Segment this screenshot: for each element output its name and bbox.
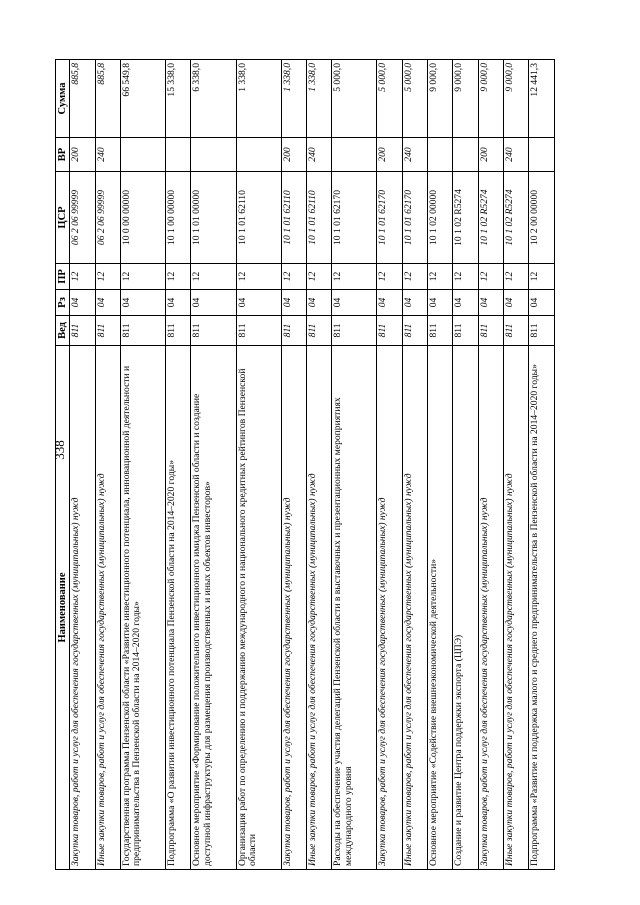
table-row — [428, 60, 453, 870]
cell-pr: 12 — [306, 264, 331, 290]
cell-name: Закупка товаров, работ и услуг для обеспечения государственных (муниципальных) нужд — [281, 346, 306, 870]
cell-csr: 10 1 01 62170 — [332, 172, 377, 264]
cell-pr: 12 — [166, 264, 191, 290]
cell-ved: 811 — [306, 316, 331, 346]
cell-name: Государственная программа Пензенской области «Развитие инвестиционного потенциала, инновационной деятельности и предпринимательства в Пензенской области на 2014–2020 годы» — [121, 346, 166, 870]
cell-pr: 12 — [478, 264, 503, 290]
cell-sum: 1 338,0 — [236, 60, 281, 138]
cell-name: Основное мероприятие «Формирование положительного инвестиционного имиджа Пензенской области и создание доступной инфраструктуры для размещения производственных и иных объектов инвесторов» — [191, 346, 236, 870]
table-header-row — [56, 60, 70, 870]
table-row — [236, 60, 281, 870]
cell-ved: 811 — [281, 316, 306, 346]
rotated-page-content — [55, 60, 555, 870]
cell-pr: 12 — [504, 264, 529, 290]
cell-ved: 811 — [478, 316, 503, 346]
cell-csr: 10 1 02 R5274 — [504, 172, 529, 264]
cell-name: Закупка товаров, работ и услуг для обеспечения государственных (муниципальных) нужд — [377, 346, 402, 870]
cell-name: Создание и развитие Центра поддержки экспорта (ЦПЭ) — [453, 346, 478, 870]
table-row — [281, 60, 306, 870]
table-row — [504, 60, 529, 870]
cell-pr: 12 — [70, 264, 95, 290]
cell-rz: 04 — [121, 290, 166, 316]
cell-rz: 04 — [428, 290, 453, 316]
cell-rz: 04 — [191, 290, 236, 316]
cell-rz: 04 — [236, 290, 281, 316]
table-row — [332, 60, 377, 870]
cell-ved: 811 — [95, 316, 120, 346]
cell-vr: 240 — [95, 138, 120, 172]
cell-sum: 66 549,8 — [121, 60, 166, 138]
cell-csr: 06 2 06 99999 — [70, 172, 95, 264]
cell-vr — [453, 138, 478, 172]
cell-csr: 10 1 01 62110 — [236, 172, 281, 264]
cell-csr: 10 1 00 00000 — [166, 172, 191, 264]
cell-csr: 10 1 01 62110 — [306, 172, 331, 264]
cell-rz: 04 — [95, 290, 120, 316]
cell-sum: 9 000,0 — [428, 60, 453, 138]
header-sum: Сумма — [56, 60, 70, 138]
cell-vr — [332, 138, 377, 172]
budget-table — [55, 59, 555, 870]
cell-ved: 811 — [529, 316, 555, 346]
cell-pr: 12 — [95, 264, 120, 290]
cell-rz: 04 — [70, 290, 95, 316]
cell-sum: 9 000,0 — [453, 60, 478, 138]
table-row — [191, 60, 236, 870]
cell-pr: 12 — [121, 264, 166, 290]
cell-name: Иные закупки товаров, работ и услуг для обеспечения государственных (муниципальных) нужд — [95, 346, 120, 870]
table-row — [402, 60, 427, 870]
table-body — [70, 60, 555, 870]
cell-ved: 811 — [191, 316, 236, 346]
table-row — [377, 60, 402, 870]
cell-ved: 811 — [428, 316, 453, 346]
cell-name: Иные закупки товаров, работ и услуг для обеспечения государственных (муниципальных) нужд — [402, 346, 427, 870]
header-pr: ПР — [56, 264, 70, 290]
cell-sum: 885,8 — [95, 60, 120, 138]
cell-rz: 04 — [478, 290, 503, 316]
cell-csr: 10 2 00 00000 — [529, 172, 555, 264]
table-row — [306, 60, 331, 870]
cell-ved: 811 — [504, 316, 529, 346]
cell-vr — [121, 138, 166, 172]
cell-name: Закупка товаров, работ и услуг для обеспечения государственных (муниципальных) нужд — [70, 346, 95, 870]
cell-vr: 240 — [402, 138, 427, 172]
cell-csr: 10 1 01 00000 — [191, 172, 236, 264]
cell-pr: 12 — [402, 264, 427, 290]
table-row — [95, 60, 120, 870]
cell-vr — [529, 138, 555, 172]
cell-rz: 04 — [453, 290, 478, 316]
cell-sum: 1 338,0 — [281, 60, 306, 138]
cell-ved: 811 — [402, 316, 427, 346]
header-name: Наименование — [56, 346, 70, 870]
header-csr: ЦСР — [56, 172, 70, 264]
cell-csr: 10 1 01 62170 — [402, 172, 427, 264]
table-row — [529, 60, 555, 870]
cell-sum: 15 338,0 — [166, 60, 191, 138]
table-row — [453, 60, 478, 870]
cell-rz: 04 — [504, 290, 529, 316]
cell-rz: 04 — [306, 290, 331, 316]
header-ved: Вед — [56, 316, 70, 346]
cell-vr: 200 — [377, 138, 402, 172]
cell-sum: 12 441,3 — [529, 60, 555, 138]
cell-name: Подпрограмма «Развитие и поддержка малого и среднего предпринимательства в Пензенской области на 2014–2020 годы» — [529, 346, 555, 870]
table-row — [70, 60, 95, 870]
cell-rz: 04 — [281, 290, 306, 316]
cell-csr: 10 1 02 00000 — [428, 172, 453, 264]
cell-vr: 200 — [70, 138, 95, 172]
cell-vr — [166, 138, 191, 172]
table-row — [166, 60, 191, 870]
header-rz: Рз — [56, 290, 70, 316]
cell-vr — [428, 138, 453, 172]
cell-name: Закупка товаров, работ и услуг для обеспечения государственных (муниципальных) нужд — [478, 346, 503, 870]
cell-vr: 240 — [306, 138, 331, 172]
cell-ved: 811 — [166, 316, 191, 346]
cell-name: Основное мероприятие «Содействие внешнеэкономической деятельности» — [428, 346, 453, 870]
cell-rz: 04 — [529, 290, 555, 316]
cell-pr: 12 — [281, 264, 306, 290]
cell-ved: 811 — [236, 316, 281, 346]
header-vr: ВР — [56, 138, 70, 172]
cell-vr — [236, 138, 281, 172]
table-row — [121, 60, 166, 870]
cell-name: Расходы на обеспечение участия делегаций Пензенской области в выставочных и презентационных мероприятиях международного уровня — [332, 346, 377, 870]
cell-name: Подпрограмма «О развитии инвестиционного потенциала Пензенской области на 2014–2020 годы» — [166, 346, 191, 870]
cell-sum: 9 000,0 — [478, 60, 503, 138]
cell-csr: 10 0 00 00000 — [121, 172, 166, 264]
cell-name: Иные закупки товаров, работ и услуг для обеспечения государственных (муниципальных) нужд — [504, 346, 529, 870]
cell-ved: 811 — [70, 316, 95, 346]
cell-vr: 200 — [478, 138, 503, 172]
cell-ved: 811 — [377, 316, 402, 346]
cell-sum: 885,8 — [70, 60, 95, 138]
cell-sum: 5 000,0 — [377, 60, 402, 138]
cell-sum: 9 000,0 — [504, 60, 529, 138]
cell-vr: 240 — [504, 138, 529, 172]
cell-rz: 04 — [402, 290, 427, 316]
cell-pr: 12 — [236, 264, 281, 290]
cell-sum: 5 000,0 — [402, 60, 427, 138]
cell-pr: 12 — [428, 264, 453, 290]
cell-pr: 12 — [191, 264, 236, 290]
cell-rz: 04 — [166, 290, 191, 316]
cell-csr: 06 2 06 99999 — [95, 172, 120, 264]
cell-csr: 10 1 02 R5274 — [478, 172, 503, 264]
cell-pr: 12 — [453, 264, 478, 290]
cell-sum: 6 338,0 — [191, 60, 236, 138]
cell-ved: 811 — [453, 316, 478, 346]
table-row — [478, 60, 503, 870]
cell-csr: 10 1 02 R5274 — [453, 172, 478, 264]
cell-sum: 1 338,0 — [306, 60, 331, 138]
page-number: 338 — [52, 440, 67, 460]
cell-pr: 12 — [377, 264, 402, 290]
cell-vr: 200 — [281, 138, 306, 172]
cell-sum: 5 000,0 — [332, 60, 377, 138]
cell-ved: 811 — [332, 316, 377, 346]
cell-csr: 10 1 01 62110 — [281, 172, 306, 264]
cell-name: Иные закупки товаров, работ и услуг для обеспечения государственных (муниципальных) нужд — [306, 346, 331, 870]
cell-pr: 12 — [529, 264, 555, 290]
cell-csr: 10 1 01 62170 — [377, 172, 402, 264]
cell-pr: 12 — [332, 264, 377, 290]
cell-ved: 811 — [121, 316, 166, 346]
cell-vr — [191, 138, 236, 172]
cell-rz: 04 — [332, 290, 377, 316]
cell-name: Организация работ по определению и поддержанию международного и национального кредитных рейтингов Пензенской области — [236, 346, 281, 870]
cell-rz: 04 — [377, 290, 402, 316]
